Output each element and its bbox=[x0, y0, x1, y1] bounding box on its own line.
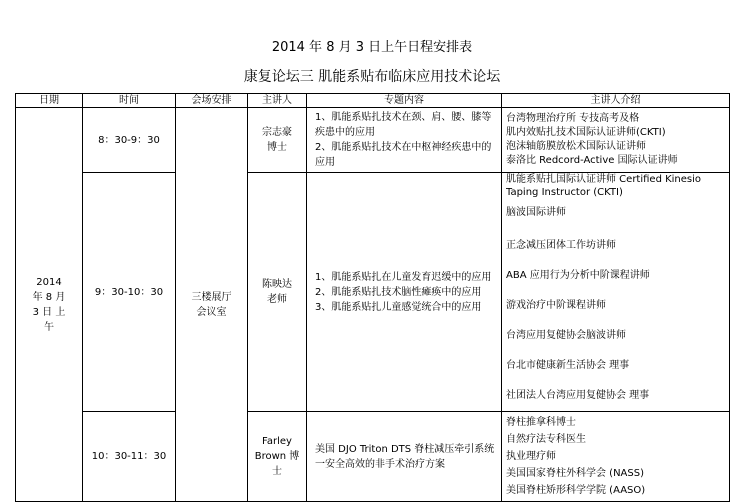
topic-item: 3、肌能系贴扎儿童感觉统合中的应用 bbox=[315, 301, 482, 313]
bio-line: 脊柱推拿科博士 bbox=[506, 417, 576, 428]
bio-cell bbox=[502, 173, 730, 412]
table-row bbox=[16, 412, 730, 502]
date-cell bbox=[16, 108, 83, 502]
header-topic: 专题内容 bbox=[307, 94, 502, 108]
speaker-cell bbox=[248, 173, 307, 412]
document-title: 2014 年 8 月 3 日上午日程安排表 bbox=[271, 40, 473, 55]
bio-line: 美国国家脊柱外科学会 (NASS) bbox=[506, 468, 644, 479]
header-bio: 主讲人介绍 bbox=[502, 94, 730, 108]
speaker-name: Farley Brown 博士 bbox=[254, 436, 300, 477]
date-text: 2014 年 8 月 3 日 上午 bbox=[32, 276, 66, 333]
time-cell: 10：30-11：30 bbox=[83, 412, 176, 502]
topic-cell bbox=[307, 173, 502, 412]
venue-text: 三楼展厅 会议室 bbox=[191, 291, 232, 318]
time-cell: 8：30-9：30 bbox=[83, 108, 176, 173]
speaker-name: 陈映达 老师 bbox=[262, 279, 292, 305]
topic-item: 美国 DJO Triton DTS 脊柱减压牵引系统一安全高效的非手术治疗方案 bbox=[315, 443, 495, 470]
bio-line: 肌能系贴扎国际认证讲师 Certified Kinesio Taping Instructor (CKTI) bbox=[506, 174, 702, 198]
forum-subtitle: 康复论坛三 肌能系贴布临床应用技术论坛 bbox=[243, 69, 501, 85]
bio-line: 社团法人台湾应用复健协会 理事 bbox=[506, 390, 650, 401]
bio-line: 泡沫轴筋膜放松术国际认证讲师 bbox=[506, 141, 646, 152]
topic-item: 1、肌能系贴扎在儿童发育迟缓中的应用 bbox=[315, 271, 492, 283]
table-row bbox=[16, 108, 730, 173]
bio-line: 美国脊柱矫形科学学院 (AASO) bbox=[506, 485, 646, 496]
bio-line: 游戏治疗中阶课程讲师 bbox=[506, 300, 606, 311]
bio-line: 台湾物理治疗所 专技高考及格 bbox=[506, 113, 640, 124]
bio-cell bbox=[502, 412, 730, 502]
topic-item: 2、肌能系贴扎技术脑性瘫痪中的应用 bbox=[315, 286, 482, 298]
bio-line: 肌内效贴扎技术国际认证讲师(CKTI) bbox=[506, 127, 666, 138]
topic-cell bbox=[307, 108, 502, 173]
header-time: 时间 bbox=[83, 94, 176, 108]
table-row bbox=[16, 173, 730, 412]
header-date: 日期 bbox=[16, 94, 83, 108]
topic-item: 1、肌能系贴扎技术在颈、肩、腰、膝等疾患中的应用 bbox=[315, 112, 492, 138]
time-cell: 9：30-10：30 bbox=[83, 173, 176, 412]
header-venue: 会场安排 bbox=[176, 94, 248, 108]
bio-line: 自然疗法专科医生 bbox=[506, 434, 586, 445]
table-header-row bbox=[16, 94, 730, 108]
bio-line: ABA 应用行为分析中阶课程讲师 bbox=[506, 270, 650, 281]
topic-item: 2、肌能系贴扎技术在中枢神经疾患中的应用 bbox=[315, 142, 492, 168]
bio-line: 台北市健康新生活协会 理事 bbox=[506, 360, 630, 371]
speaker-cell bbox=[248, 412, 307, 502]
speaker-name: 宗志豪 博士 bbox=[262, 127, 292, 153]
speaker-cell bbox=[248, 108, 307, 173]
bio-line: 台湾应用复健协会脑波讲师 bbox=[506, 330, 626, 341]
schedule-table bbox=[15, 93, 730, 502]
bio-line: 执业理疗师 bbox=[506, 451, 556, 462]
venue-cell bbox=[176, 108, 248, 502]
header-speaker: 主讲人 bbox=[248, 94, 307, 108]
topic-cell bbox=[307, 412, 502, 502]
bio-line: 泰洛比 Redcord-Active 国际认证讲师 bbox=[506, 155, 678, 166]
bio-line: 脑波国际讲师 bbox=[506, 207, 566, 218]
bio-line: 正念减压团体工作坊讲师 bbox=[506, 240, 616, 251]
bio-cell bbox=[502, 108, 730, 173]
